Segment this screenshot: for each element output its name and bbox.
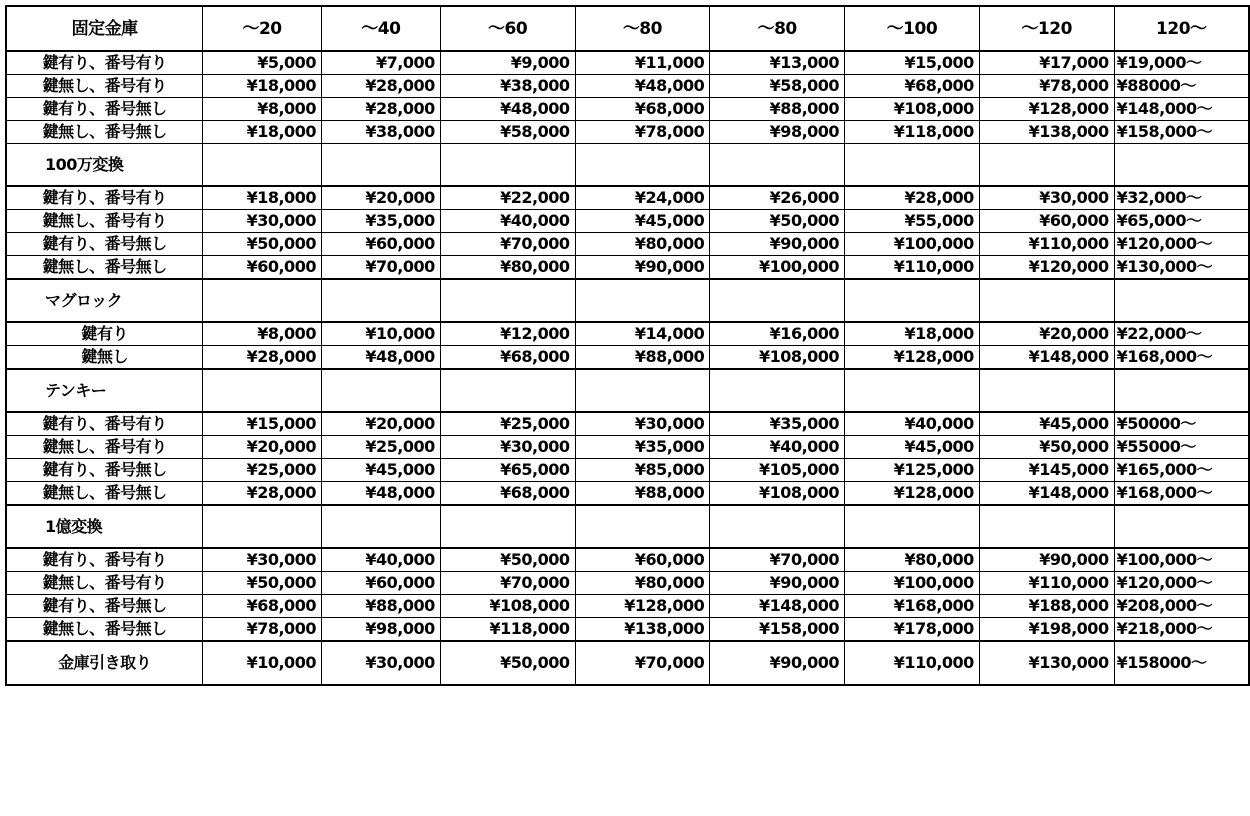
row-label-cell: 鍵無し、番号有り — [6, 436, 203, 459]
price-cell: ¥30,000 — [203, 548, 322, 572]
price-cell: ¥68,000 — [203, 595, 322, 618]
price-cell: ¥138,000 — [979, 121, 1114, 144]
price-cell: ¥128,000 — [845, 346, 980, 370]
empty-cell — [710, 279, 845, 322]
price-cell: ¥98,000 — [321, 618, 440, 642]
price-cell: ¥55000～ — [1114, 436, 1249, 459]
price-cell: ¥58,000 — [710, 75, 845, 98]
empty-cell — [203, 505, 322, 548]
price-cell: ¥110,000 — [845, 256, 980, 280]
empty-cell — [575, 369, 710, 412]
price-cell: ¥25,000 — [440, 412, 575, 436]
price-cell: ¥28,000 — [845, 186, 980, 210]
price-cell: ¥130,000 — [979, 641, 1114, 685]
price-cell: ¥22,000～ — [1114, 322, 1249, 346]
header-title-cell: 固定金庫 — [6, 6, 203, 51]
price-cell: ¥45,000 — [845, 436, 980, 459]
empty-cell — [321, 279, 440, 322]
price-cell: ¥38,000 — [440, 75, 575, 98]
price-cell: ¥148,000 — [710, 595, 845, 618]
price-cell: ¥178,000 — [845, 618, 980, 642]
price-cell: ¥110,000 — [845, 641, 980, 685]
price-row — [6, 210, 1249, 233]
empty-cell — [710, 144, 845, 187]
price-cell: ¥28,000 — [203, 482, 322, 506]
price-cell: ¥28,000 — [321, 75, 440, 98]
row-label-cell: 鍵有り、番号無し — [6, 459, 203, 482]
price-cell: ¥68,000 — [845, 75, 980, 98]
price-cell: ¥18,000 — [845, 322, 980, 346]
price-cell: ¥18,000 — [203, 121, 322, 144]
price-cell: ¥158,000 — [710, 618, 845, 642]
price-cell: ¥17,000 — [979, 51, 1114, 75]
price-row — [6, 572, 1249, 595]
price-cell: ¥90,000 — [979, 548, 1114, 572]
empty-cell — [845, 144, 980, 187]
price-cell: ¥80,000 — [575, 233, 710, 256]
row-label-cell: 鍵無し、番号無し — [6, 121, 203, 144]
price-cell: ¥58,000 — [440, 121, 575, 144]
price-cell: ¥40,000 — [710, 436, 845, 459]
price-cell: ¥168,000 — [845, 595, 980, 618]
price-cell: ¥70,000 — [321, 256, 440, 280]
price-cell: ¥148,000～ — [1114, 98, 1249, 121]
price-cell: ¥25,000 — [321, 436, 440, 459]
price-cell: ¥158000～ — [1114, 641, 1249, 685]
price-cell: ¥7,000 — [321, 51, 440, 75]
row-label-cell: 鍵有り — [6, 322, 203, 346]
price-cell: ¥30,000 — [979, 186, 1114, 210]
price-cell: ¥120,000 — [979, 256, 1114, 280]
price-cell: ¥40,000 — [321, 548, 440, 572]
price-cell: ¥80,000 — [440, 256, 575, 280]
price-cell: ¥60,000 — [321, 572, 440, 595]
price-cell: ¥55,000 — [845, 210, 980, 233]
price-cell: ¥108,000 — [440, 595, 575, 618]
price-cell: ¥90,000 — [710, 641, 845, 685]
row-label-cell: 鍵無し、番号有り — [6, 75, 203, 98]
empty-cell — [845, 505, 980, 548]
empty-cell — [440, 144, 575, 187]
row-label-cell: 鍵無し、番号無し — [6, 256, 203, 280]
empty-cell — [321, 144, 440, 187]
price-cell: ¥70,000 — [440, 572, 575, 595]
empty-cell — [845, 279, 980, 322]
price-cell: ¥13,000 — [710, 51, 845, 75]
price-cell: ¥90,000 — [710, 233, 845, 256]
price-cell: ¥110,000 — [979, 233, 1114, 256]
row-label-cell: 鍵有り、番号有り — [6, 186, 203, 210]
price-cell: ¥5,000 — [203, 51, 322, 75]
price-row — [6, 459, 1249, 482]
price-cell: ¥20,000 — [321, 186, 440, 210]
price-cell: ¥12,000 — [440, 322, 575, 346]
section-title-cell: 1億変換 — [6, 505, 203, 548]
price-cell: ¥50,000 — [710, 210, 845, 233]
price-cell: ¥208,000～ — [1114, 595, 1249, 618]
empty-cell — [321, 505, 440, 548]
price-cell: ¥32,000～ — [1114, 186, 1249, 210]
price-cell: ¥35,000 — [321, 210, 440, 233]
price-cell: ¥70,000 — [710, 548, 845, 572]
price-row — [6, 346, 1249, 370]
empty-cell — [710, 369, 845, 412]
empty-cell — [575, 505, 710, 548]
price-cell: ¥48,000 — [321, 482, 440, 506]
price-cell: ¥20,000 — [979, 322, 1114, 346]
price-cell: ¥100,000 — [710, 256, 845, 280]
price-cell: ¥88,000 — [710, 98, 845, 121]
price-cell: ¥88,000 — [575, 346, 710, 370]
price-cell: ¥108,000 — [845, 98, 980, 121]
price-row — [6, 186, 1249, 210]
empty-cell — [1114, 279, 1249, 322]
price-cell: ¥108,000 — [710, 346, 845, 370]
price-cell: ¥15,000 — [203, 412, 322, 436]
price-cell: ¥48,000 — [575, 75, 710, 98]
price-cell: ¥65,000 — [440, 459, 575, 482]
price-cell: ¥100,000 — [845, 233, 980, 256]
price-cell: ¥80,000 — [845, 548, 980, 572]
price-cell: ¥108,000 — [710, 482, 845, 506]
empty-cell — [710, 505, 845, 548]
price-cell: ¥128,000 — [845, 482, 980, 506]
price-cell: ¥45,000 — [321, 459, 440, 482]
price-cell: ¥50,000 — [440, 548, 575, 572]
price-cell: ¥14,000 — [575, 322, 710, 346]
section-title-cell: テンキー — [6, 369, 203, 412]
row-label-cell: 鍵無し、番号無し — [6, 618, 203, 642]
row-label-cell: 鍵無し、番号有り — [6, 572, 203, 595]
price-cell: ¥60,000 — [321, 233, 440, 256]
section-title-row — [6, 144, 1249, 187]
empty-cell — [1114, 505, 1249, 548]
price-cell: ¥138,000 — [575, 618, 710, 642]
price-cell: ¥90,000 — [710, 572, 845, 595]
price-cell: ¥50,000 — [203, 572, 322, 595]
empty-cell — [203, 279, 322, 322]
price-cell: ¥50,000 — [979, 436, 1114, 459]
price-cell: ¥145,000 — [979, 459, 1114, 482]
price-cell: ¥24,000 — [575, 186, 710, 210]
price-cell: ¥78,000 — [203, 618, 322, 642]
empty-cell — [203, 369, 322, 412]
row-label-cell: 鍵無し、番号無し — [6, 482, 203, 506]
header-range-cell: ～60 — [440, 6, 575, 51]
price-cell: ¥40,000 — [845, 412, 980, 436]
price-cell: ¥168,000～ — [1114, 482, 1249, 506]
price-cell: ¥70,000 — [440, 233, 575, 256]
price-cell: ¥88,000 — [321, 595, 440, 618]
section-title-row — [6, 369, 1249, 412]
empty-cell — [1114, 144, 1249, 187]
price-cell: ¥168,000～ — [1114, 346, 1249, 370]
price-cell: ¥78,000 — [979, 75, 1114, 98]
price-row — [6, 256, 1249, 280]
price-cell: ¥125,000 — [845, 459, 980, 482]
row-label-cell: 鍵有り、番号無し — [6, 98, 203, 121]
price-row — [6, 412, 1249, 436]
price-cell: ¥18,000 — [203, 186, 322, 210]
price-cell: ¥158,000～ — [1114, 121, 1249, 144]
header-range-cell: ～120 — [979, 6, 1114, 51]
price-cell: ¥110,000 — [979, 572, 1114, 595]
empty-cell — [979, 144, 1114, 187]
price-cell: ¥35,000 — [710, 412, 845, 436]
price-cell: ¥98,000 — [710, 121, 845, 144]
price-cell: ¥11,000 — [575, 51, 710, 75]
price-cell: ¥50,000 — [440, 641, 575, 685]
price-cell: ¥50000～ — [1114, 412, 1249, 436]
row-label-cell: 鍵無し — [6, 346, 203, 370]
empty-cell — [321, 369, 440, 412]
price-row — [6, 482, 1249, 506]
price-cell: ¥100,000 — [845, 572, 980, 595]
price-cell: ¥90,000 — [575, 256, 710, 280]
empty-cell — [575, 279, 710, 322]
price-cell: ¥48,000 — [321, 346, 440, 370]
section-title-row — [6, 279, 1249, 322]
price-cell: ¥120,000～ — [1114, 233, 1249, 256]
section-title-cell: マグロック — [6, 279, 203, 322]
empty-cell — [845, 369, 980, 412]
price-cell: ¥68,000 — [440, 346, 575, 370]
price-cell: ¥38,000 — [321, 121, 440, 144]
price-row — [6, 436, 1249, 459]
row-label-cell: 鍵有り、番号無し — [6, 595, 203, 618]
price-cell: ¥118,000 — [440, 618, 575, 642]
price-cell: ¥120,000～ — [1114, 572, 1249, 595]
price-row — [6, 51, 1249, 75]
empty-cell — [440, 505, 575, 548]
price-row — [6, 98, 1249, 121]
safe-price-table — [5, 5, 1250, 686]
row-label-cell: 鍵有り、番号有り — [6, 412, 203, 436]
price-cell: ¥70,000 — [575, 641, 710, 685]
price-cell: ¥30,000 — [321, 641, 440, 685]
price-cell: ¥105,000 — [710, 459, 845, 482]
header-range-cell: ～100 — [845, 6, 980, 51]
empty-cell — [575, 144, 710, 187]
pickup-row — [6, 641, 1249, 685]
price-cell: ¥68,000 — [575, 98, 710, 121]
price-cell: ¥60,000 — [979, 210, 1114, 233]
price-cell: ¥40,000 — [440, 210, 575, 233]
price-cell: ¥65,000～ — [1114, 210, 1249, 233]
row-label-cell: 鍵有り、番号無し — [6, 233, 203, 256]
price-cell: ¥60,000 — [575, 548, 710, 572]
empty-cell — [203, 144, 322, 187]
price-cell: ¥9,000 — [440, 51, 575, 75]
section-title-cell: 100万変換 — [6, 144, 203, 187]
price-cell: ¥10,000 — [203, 641, 322, 685]
price-cell: ¥148,000 — [979, 482, 1114, 506]
header-row — [6, 6, 1249, 51]
price-row — [6, 618, 1249, 642]
price-cell: ¥130,000～ — [1114, 256, 1249, 280]
price-row — [6, 548, 1249, 572]
empty-cell — [979, 505, 1114, 548]
price-cell: ¥22,000 — [440, 186, 575, 210]
price-cell: ¥35,000 — [575, 436, 710, 459]
price-row — [6, 75, 1249, 98]
empty-cell — [440, 279, 575, 322]
row-label-cell: 金庫引き取り — [6, 641, 203, 685]
price-cell: ¥28,000 — [321, 98, 440, 121]
empty-cell — [1114, 369, 1249, 412]
price-cell: ¥20,000 — [203, 436, 322, 459]
price-cell: ¥8,000 — [203, 322, 322, 346]
price-cell: ¥20,000 — [321, 412, 440, 436]
price-cell: ¥28,000 — [203, 346, 322, 370]
empty-cell — [979, 369, 1114, 412]
price-row — [6, 233, 1249, 256]
price-cell: ¥128,000 — [575, 595, 710, 618]
header-range-cell: ～40 — [321, 6, 440, 51]
price-row — [6, 121, 1249, 144]
price-cell: ¥60,000 — [203, 256, 322, 280]
price-cell: ¥30,000 — [575, 412, 710, 436]
price-row — [6, 322, 1249, 346]
empty-cell — [979, 279, 1114, 322]
price-cell: ¥88000～ — [1114, 75, 1249, 98]
price-cell: ¥118,000 — [845, 121, 980, 144]
price-cell: ¥68,000 — [440, 482, 575, 506]
price-cell: ¥19,000～ — [1114, 51, 1249, 75]
price-cell: ¥45,000 — [979, 412, 1114, 436]
row-label-cell: 鍵無し、番号有り — [6, 210, 203, 233]
price-cell: ¥50,000 — [203, 233, 322, 256]
price-cell: ¥218,000～ — [1114, 618, 1249, 642]
price-cell: ¥45,000 — [575, 210, 710, 233]
row-label-cell: 鍵有り、番号有り — [6, 51, 203, 75]
price-cell: ¥30,000 — [203, 210, 322, 233]
section-title-row — [6, 505, 1249, 548]
price-cell: ¥78,000 — [575, 121, 710, 144]
price-cell: ¥188,000 — [979, 595, 1114, 618]
price-cell: ¥80,000 — [575, 572, 710, 595]
price-cell: ¥30,000 — [440, 436, 575, 459]
price-cell: ¥88,000 — [575, 482, 710, 506]
price-cell: ¥198,000 — [979, 618, 1114, 642]
price-cell: ¥26,000 — [710, 186, 845, 210]
header-range-cell: ～80 — [575, 6, 710, 51]
price-cell: ¥148,000 — [979, 346, 1114, 370]
header-range-cell: 120～ — [1114, 6, 1249, 51]
price-cell: ¥100,000～ — [1114, 548, 1249, 572]
header-range-cell: ～20 — [203, 6, 322, 51]
price-cell: ¥10,000 — [321, 322, 440, 346]
price-cell: ¥165,000～ — [1114, 459, 1249, 482]
price-cell: ¥25,000 — [203, 459, 322, 482]
price-cell: ¥15,000 — [845, 51, 980, 75]
row-label-cell: 鍵有り、番号有り — [6, 548, 203, 572]
price-cell: ¥48,000 — [440, 98, 575, 121]
header-range-cell: ～80 — [710, 6, 845, 51]
price-cell: ¥18,000 — [203, 75, 322, 98]
price-cell: ¥128,000 — [979, 98, 1114, 121]
price-cell: ¥16,000 — [710, 322, 845, 346]
price-cell: ¥8,000 — [203, 98, 322, 121]
price-row — [6, 595, 1249, 618]
empty-cell — [440, 369, 575, 412]
price-cell: ¥85,000 — [575, 459, 710, 482]
